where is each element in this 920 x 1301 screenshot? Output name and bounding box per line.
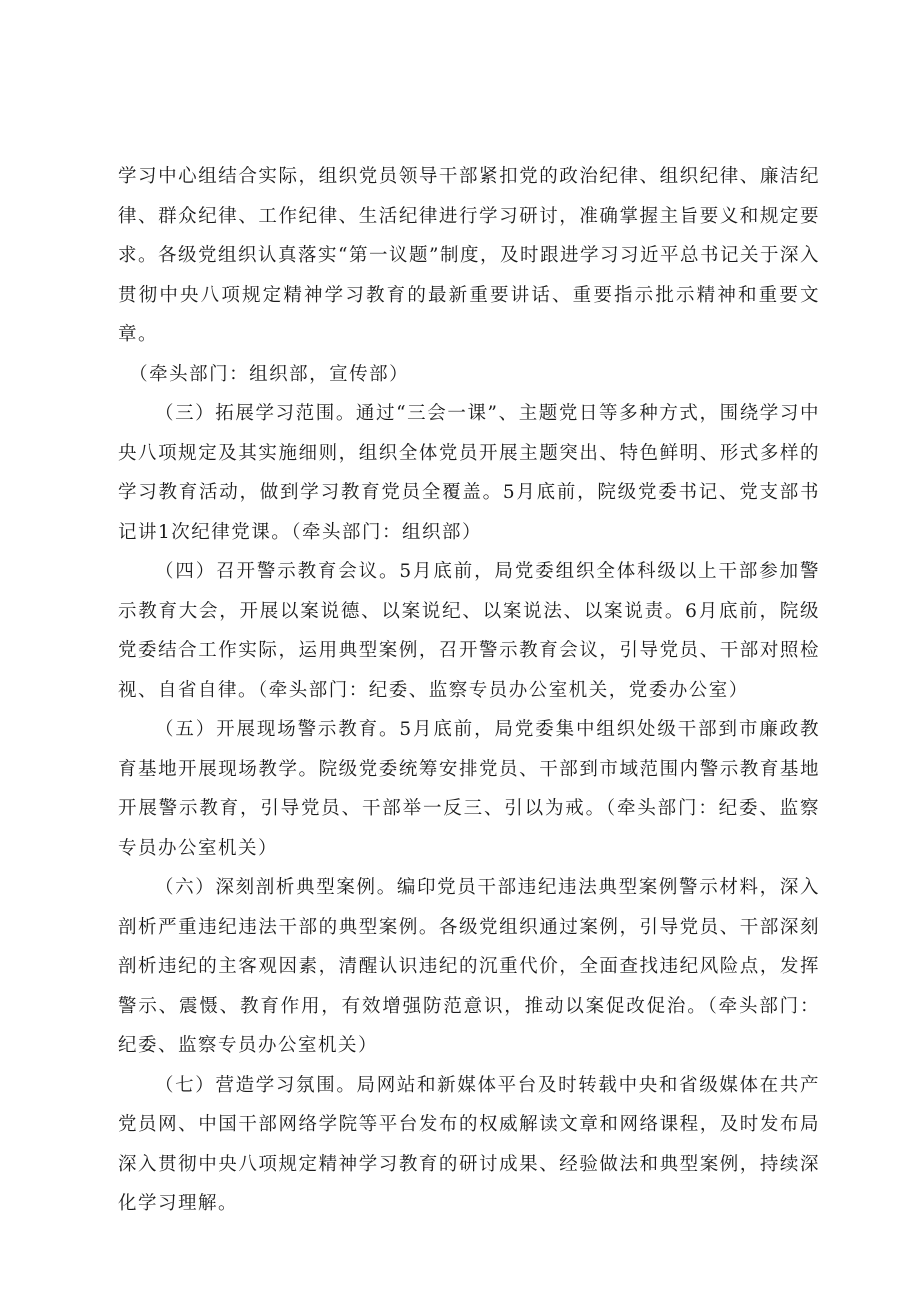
paragraph-continuation: 学习中心组结合实际，组织党员领导干部紧扣党的政治纪律、组织纪律、廉洁纪律、群众纪律、工作纪律、生活纪律进行学习研讨，准确掌握主旨要义和规定要求。各级党组织认真落实“第一议题”制度，及时跟进学习习近平总书记关于深入贯彻中央八项规定精神学习教育的最新重要讲话、重要指示批示精神和重要文章。 xyxy=(118,166,820,345)
paragraph-section-6: （六）深刻剖析典型案例。编印党员干部违纪违法典型案例警示材料，深入剖析严重违纪违法干部的典型案例。各级党组织通过案例，引导党员、干部深刻剖析违纪的主客观因素，清醒认识违纪的沉重代价，全面查找违纪风险点，发挥警示、震慑、教育作用，有效增强防范意识，推动以案促改促治。（牵头部门：纪委、监察专员办公室机关） xyxy=(118,877,820,1056)
document-body xyxy=(118,157,820,1224)
paragraph-section-7: （七）营造学习氛围。局网站和新媒体平台及时转载中央和省级媒体在共产党员网、中国干部网络学院等平台发布的权威解读文章和网络课程，及时发布局深入贯彻中央八项规定精神学习教育的研讨成果、经验做法和典型案例，持续深化学习理解。 xyxy=(118,1074,820,1214)
paragraph-section-4: （四）召开警示教育会议。5月底前，局党委组织全体科级以上干部参加警示教育大会，开展以案说德、以案说纪、以案说法、以案说责。6月底前，院级党委结合工作实际，运用典型案例，召开警示教育会议，引导党员、干部对照检视、自省自律。（牵头部门：纪委、监察专员办公室机关，党委办公室） xyxy=(118,561,820,701)
paragraph-section-3: （三）拓展学习范围。通过“三会一课”、主题党日等多种方式，围绕学习中央八项规定及其实施细则，组织全体党员开展主题突出、特色鲜明、形式多样的学习教育活动，做到学习教育党员全覆盖。5月底前，院级党委书记、党支部书记讲1次纪律党课。（牵头部门：组织部） xyxy=(118,403,820,543)
paragraph-section-5: （五）开展现场警示教育。5月底前，局党委集中组织处级干部到市廉政教育基地开展现场教学。院级党委统筹安排党员、干部到市域范围内警示教育基地开展警示教育，引导党员、干部举一反三、引以为戒。（牵头部门：纪委、监察专员办公室机关） xyxy=(118,719,820,859)
paragraph-lead-department-note: （牵头部门：组织部，宣传部） xyxy=(129,363,410,385)
